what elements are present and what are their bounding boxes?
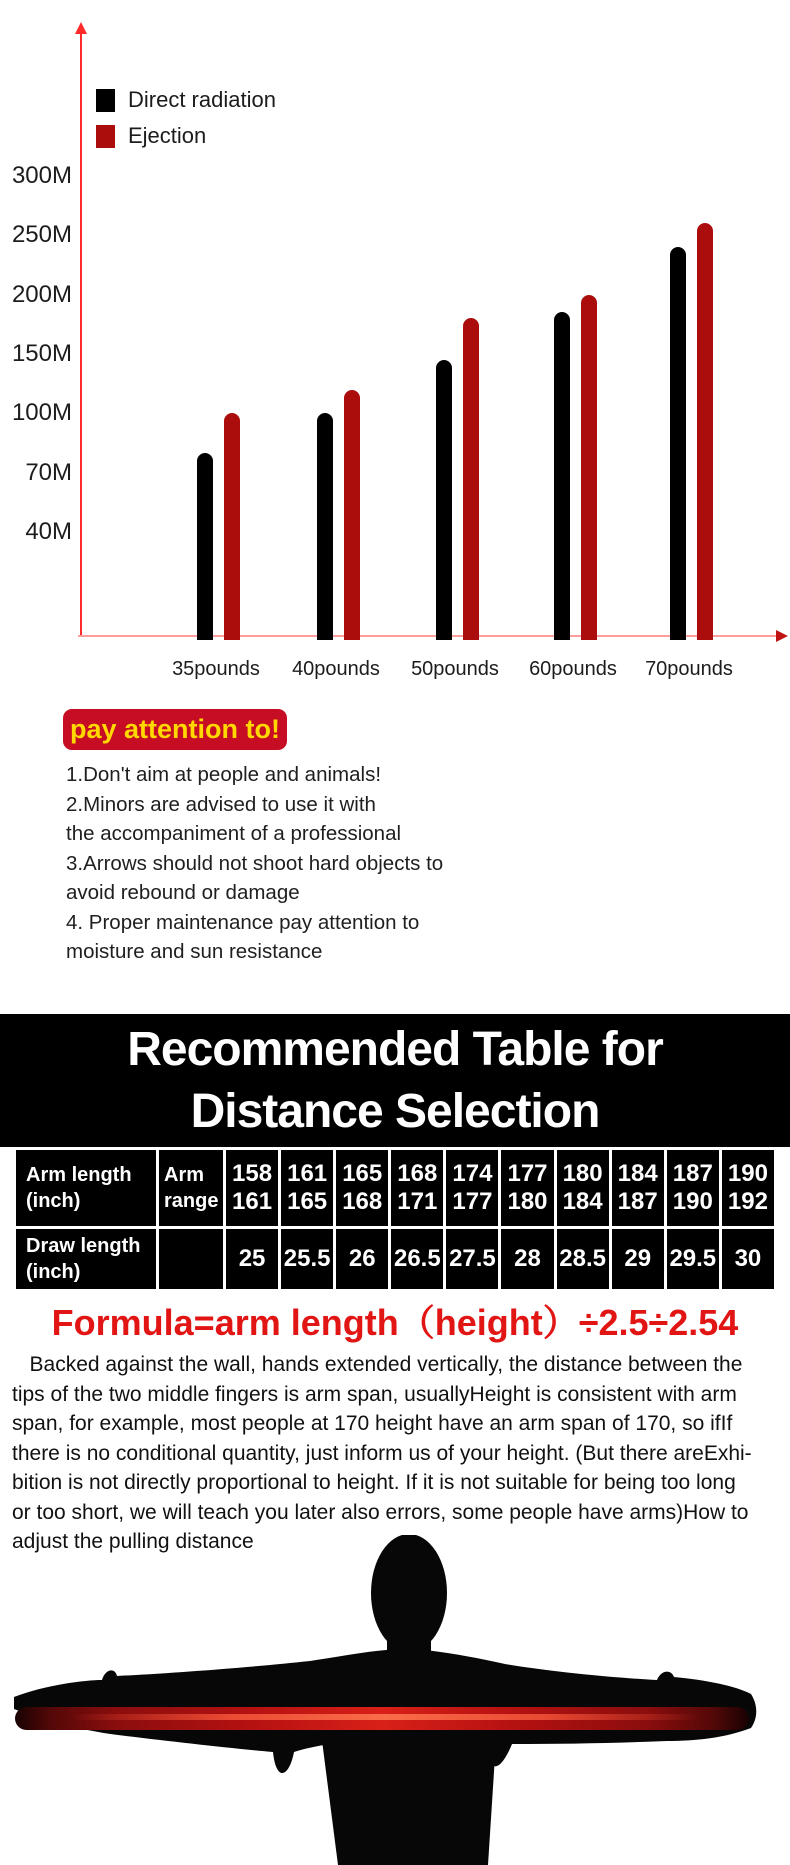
x-label-35pounds: 35pounds bbox=[172, 658, 260, 680]
silhouette-head bbox=[371, 1535, 447, 1652]
arm-range-3 bbox=[335, 1149, 390, 1228]
bar-direct-70pounds bbox=[670, 247, 686, 640]
description-line-7: adjust the pulling distance bbox=[12, 1530, 254, 1553]
description-line-2: tips of the two middle fingers is arm span, usuallyHeight is consistent with arm bbox=[12, 1382, 737, 1406]
bar-ejection-50pounds bbox=[463, 318, 479, 640]
bar-ejection-60pounds bbox=[581, 295, 597, 640]
description-line-4: there is no conditional quantity, just inform us of your height. (But there areExhi- bbox=[12, 1441, 752, 1465]
arm-range-4 bbox=[390, 1149, 445, 1228]
legend-item-direct bbox=[96, 88, 276, 112]
draw-length-5-text: 27.5 bbox=[449, 1245, 496, 1272]
arm-length-header-text: (inch) bbox=[26, 1190, 81, 1212]
arm-range-1-text: 161 bbox=[232, 1188, 273, 1215]
bar-ejection-70pounds bbox=[697, 223, 713, 640]
draw-length-7-text: 28.5 bbox=[559, 1245, 606, 1272]
chart-legend bbox=[96, 88, 276, 160]
draw-length-5 bbox=[445, 1228, 500, 1291]
x-label-40pounds: 40pounds bbox=[292, 658, 380, 680]
draw-length-7 bbox=[555, 1228, 610, 1291]
draw-length-10 bbox=[720, 1228, 775, 1291]
arm-length-header bbox=[15, 1149, 158, 1228]
arm-range-2-text: 165 bbox=[287, 1188, 328, 1215]
arm-range-7 bbox=[555, 1149, 610, 1228]
description-line-6: or too short, we will teach you later also errors, some people have arms)How to bbox=[12, 1500, 749, 1524]
arm-range-2-text: 161 bbox=[287, 1160, 328, 1187]
y-tick-300M: 300M bbox=[11, 162, 72, 189]
arm-range-4-text: 171 bbox=[397, 1188, 438, 1215]
y-tick-40M: 40M bbox=[25, 518, 72, 545]
warning-line-1: 1.Don't aim at people and animals! bbox=[66, 763, 382, 786]
draw-length-4 bbox=[390, 1228, 445, 1291]
description-line-1: Backed against the wall, hands extended vertically, the distance between the bbox=[12, 1353, 743, 1376]
legend-swatch-ejection bbox=[96, 125, 115, 148]
arm-range-10-text: 192 bbox=[727, 1188, 768, 1215]
y-tick-70M: 70M bbox=[25, 458, 72, 486]
bar-direct-50pounds bbox=[436, 360, 452, 640]
legend-item-ejection bbox=[96, 124, 276, 148]
x-axis-arrow-icon bbox=[776, 630, 788, 642]
draw-length-header-text: (inch) bbox=[26, 1261, 81, 1283]
arm-range-8-text: 187 bbox=[617, 1188, 658, 1215]
table-banner bbox=[0, 1014, 790, 1147]
draw-length-header-text: Draw length bbox=[26, 1235, 141, 1257]
draw-length-2 bbox=[280, 1228, 335, 1291]
draw-length-9-text: 29.5 bbox=[669, 1245, 717, 1272]
bar-ejection-40pounds bbox=[344, 390, 360, 640]
draw-length-blank bbox=[158, 1228, 225, 1291]
arm-range-6-text: 177 bbox=[507, 1160, 548, 1187]
y-tick-250M: 250M bbox=[11, 221, 72, 249]
draw-length-3-text: 26 bbox=[348, 1245, 376, 1272]
legend-label-direct: Direct radiation bbox=[128, 87, 276, 112]
draw-length-9 bbox=[665, 1228, 720, 1291]
arm-range-9-text: 190 bbox=[672, 1188, 713, 1215]
banner-line-2: Distance Selection bbox=[190, 1085, 600, 1138]
arm-range-5 bbox=[445, 1149, 500, 1228]
arm-length-table bbox=[13, 1147, 777, 1292]
arm-range-9 bbox=[665, 1149, 720, 1228]
arm-range-3-text: 168 bbox=[342, 1188, 383, 1215]
x-label-50pounds: 50pounds bbox=[411, 658, 499, 680]
arm-range-6-text: 180 bbox=[507, 1188, 548, 1215]
warning-line-5: avoid rebound or damage bbox=[66, 881, 300, 904]
draw-length-3 bbox=[335, 1228, 390, 1291]
legend-label-ejection: Ejection bbox=[128, 123, 207, 148]
arm-range-6 bbox=[500, 1149, 555, 1228]
y-tick-150M: 150M bbox=[11, 340, 72, 367]
arm-range-5-text: 177 bbox=[452, 1188, 493, 1215]
x-label-70pounds: 70pounds bbox=[645, 658, 733, 680]
y-tick-200M: 200M bbox=[11, 280, 72, 308]
arm-range-1 bbox=[225, 1149, 280, 1228]
draw-length-8 bbox=[610, 1228, 665, 1291]
description-line-3: span, for example, most people at 170 height have an arm span of 170, so ifIf bbox=[12, 1412, 733, 1435]
arm-range-5-text: 174 bbox=[452, 1160, 493, 1187]
draw-length-10-text: 30 bbox=[734, 1245, 762, 1272]
formula-text: Formula=arm length（height）÷2.5÷2.54 bbox=[51, 1302, 739, 1343]
arm-range-8-text: 184 bbox=[617, 1160, 658, 1187]
draw-length-4-text: 26.5 bbox=[393, 1245, 441, 1272]
draw-length-1-text: 25 bbox=[238, 1245, 266, 1272]
bar-direct-40pounds bbox=[317, 413, 333, 640]
arm-range-2 bbox=[280, 1149, 335, 1228]
draw-length-2-text: 25.5 bbox=[283, 1245, 331, 1272]
arm-span-silhouette bbox=[0, 1535, 790, 1865]
warning-line-3: the accompaniment of a professional bbox=[66, 822, 402, 845]
arm-range-header bbox=[158, 1149, 225, 1228]
arm-range-10 bbox=[720, 1149, 775, 1228]
arm-range-1-text: 158 bbox=[232, 1160, 273, 1187]
draw-length-1 bbox=[225, 1228, 280, 1291]
arm-length-header-text: Arm length bbox=[26, 1164, 132, 1186]
arm-range-8 bbox=[610, 1149, 665, 1228]
arm-range-7-text: 180 bbox=[562, 1160, 603, 1187]
arm-range-9-text: 187 bbox=[672, 1160, 713, 1187]
arm-range-header-text: Arm bbox=[164, 1164, 205, 1186]
arm-range-header-text: range bbox=[164, 1190, 219, 1212]
warning-line-2: 2.Minors are advised to use it with bbox=[66, 792, 376, 816]
bar-direct-60pounds bbox=[554, 312, 570, 640]
arm-range-10-text: 190 bbox=[727, 1160, 768, 1187]
draw-length-header bbox=[15, 1228, 158, 1291]
description-line-5: bition is not directly proportional to height. If it is not suitable for being too long bbox=[12, 1471, 736, 1494]
arm-range-4-text: 168 bbox=[397, 1160, 438, 1187]
y-axis-line bbox=[80, 30, 82, 637]
arm-range-7-text: 184 bbox=[562, 1188, 603, 1215]
legend-swatch-direct bbox=[96, 89, 115, 112]
red-bow-bar-highlight bbox=[70, 1714, 700, 1720]
warning-line-6: 4. Proper maintenance pay attention to bbox=[66, 910, 420, 934]
banner-line-1: Recommended Table for bbox=[127, 1023, 663, 1076]
warning-line-4: 3.Arrows should not shoot hard objects to bbox=[66, 851, 444, 875]
warning-line-7: moisture and sun resistance bbox=[66, 940, 323, 963]
arm-range-3-text: 165 bbox=[342, 1160, 383, 1187]
bar-ejection-35pounds bbox=[224, 413, 240, 640]
draw-length-6-text: 28 bbox=[514, 1245, 541, 1272]
draw-length-6 bbox=[500, 1228, 555, 1291]
x-label-60pounds: 60pounds bbox=[529, 658, 617, 680]
draw-length-8-text: 29 bbox=[624, 1245, 652, 1272]
pay-attention-badge: pay attention to! bbox=[63, 709, 287, 750]
bar-direct-35pounds bbox=[197, 453, 213, 640]
y-tick-100M: 100M bbox=[11, 399, 72, 427]
